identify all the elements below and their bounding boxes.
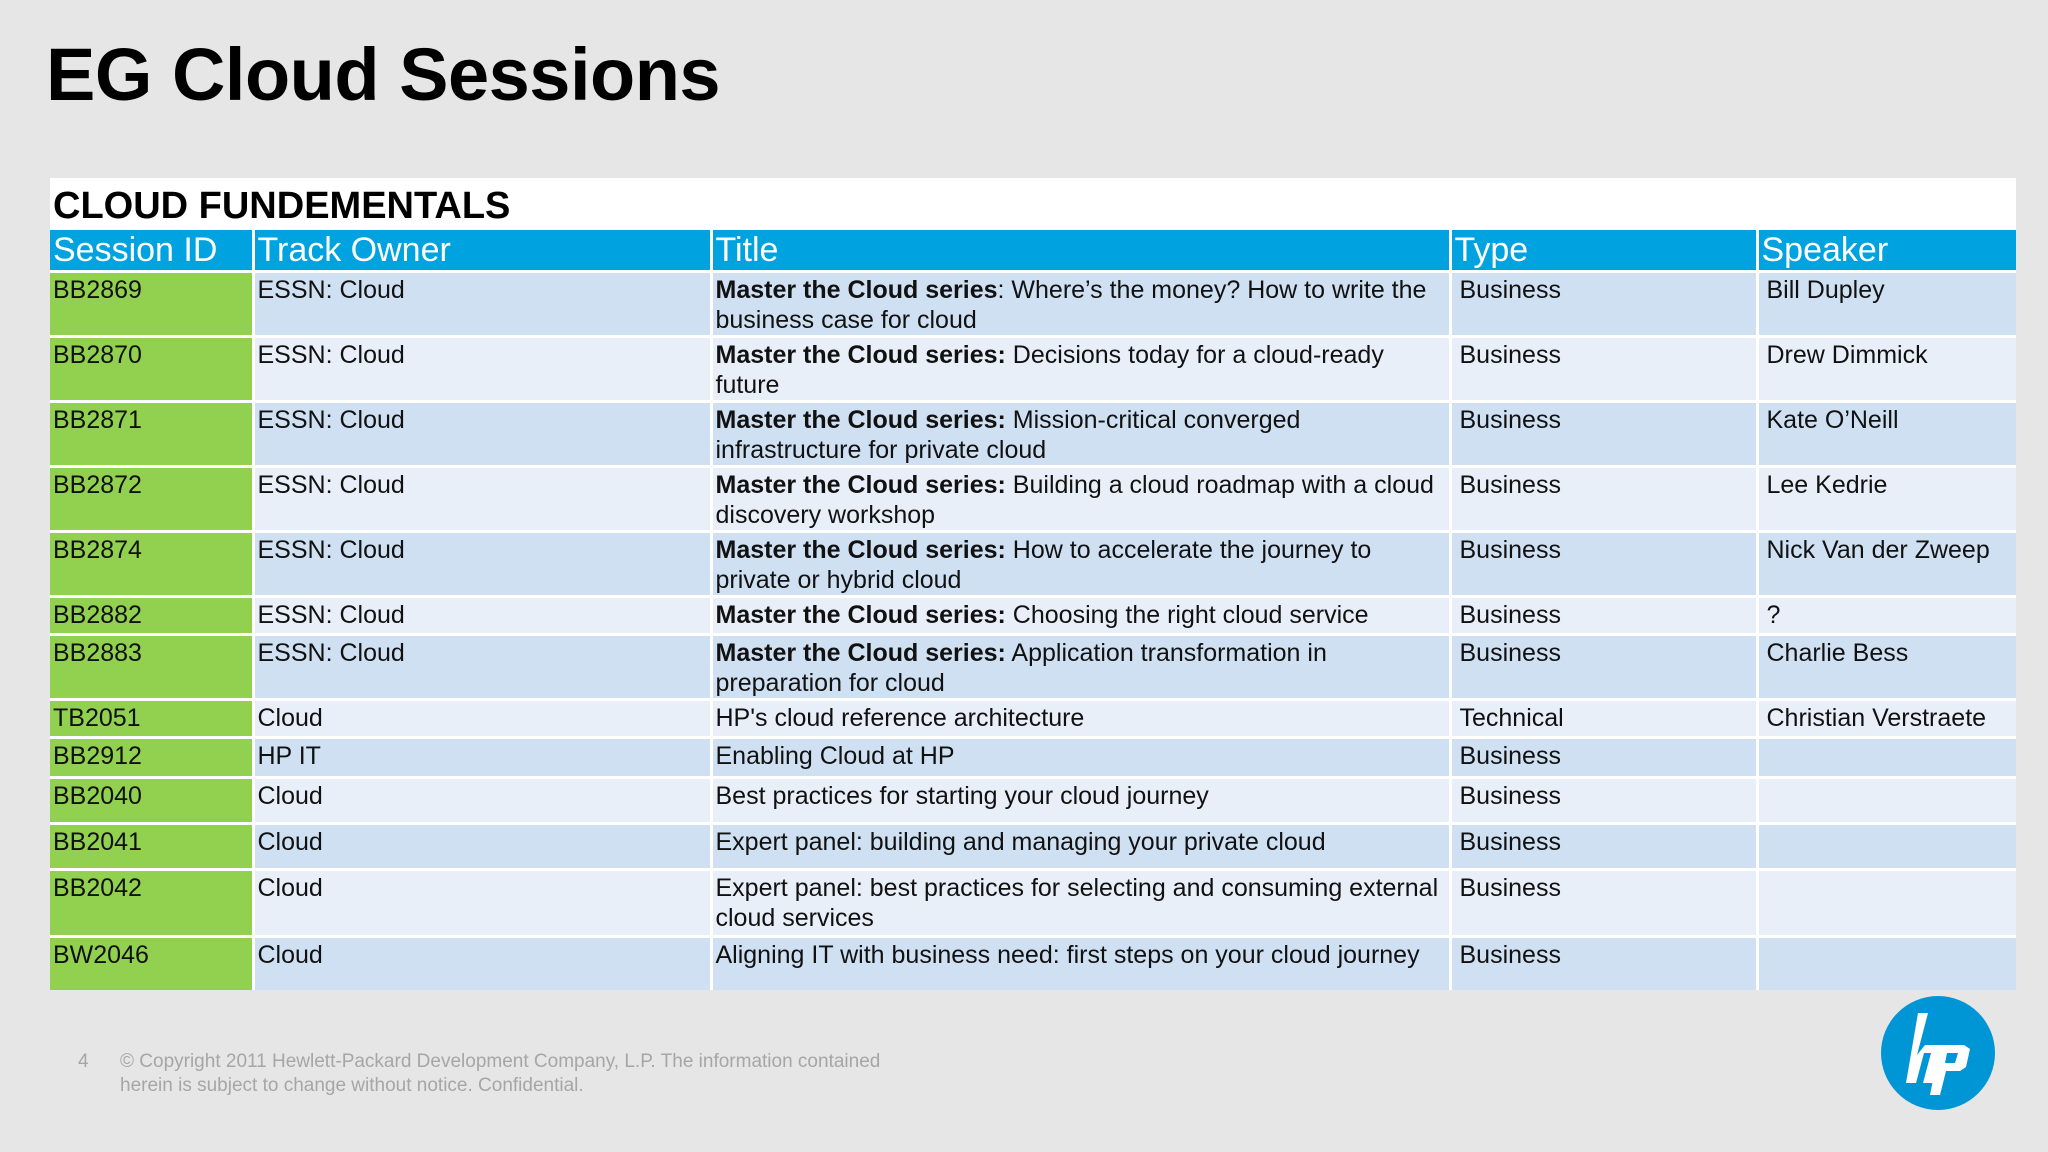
session-id-cell: BB2040 (50, 778, 253, 824)
type-cell: Business (1450, 402, 1757, 467)
speaker-cell (1757, 870, 2016, 937)
type-cell: Business (1450, 597, 1757, 635)
speaker-cell (1757, 738, 2016, 778)
table-row (50, 532, 2016, 597)
type-cell: Business (1450, 467, 1757, 532)
session-id-cell: BB2874 (50, 532, 253, 597)
title-cell (711, 532, 1450, 597)
title-text: Best practices for starting your cloud journey (715, 782, 1209, 810)
track-owner-cell: Cloud (253, 700, 711, 738)
hp-logo (1880, 995, 1996, 1111)
table-row (50, 870, 2016, 937)
title-cell (711, 824, 1450, 870)
session-id-cell: BB2882 (50, 597, 253, 635)
session-id-cell: TB2051 (50, 700, 253, 738)
type-cell: Business (1450, 870, 1757, 937)
type-cell: Business (1450, 272, 1757, 337)
title-text: Expert panel: best practices for selecting and consuming external cloud services (715, 874, 1439, 932)
title-text: HP's cloud reference architecture (715, 704, 1085, 732)
column-header-speaker: Speaker (1757, 230, 2016, 272)
title-cell (711, 337, 1450, 402)
title-cell (711, 402, 1450, 467)
track-owner-cell: HP IT (253, 738, 711, 778)
table-row (50, 402, 2016, 467)
title-cell (711, 738, 1450, 778)
title-cell (711, 700, 1450, 738)
track-owner-cell: Cloud (253, 870, 711, 937)
table-row (50, 597, 2016, 635)
speaker-cell (1757, 778, 2016, 824)
title-text: Building a cloud roadmap with a cloud discovery workshop (715, 471, 1434, 529)
table-row (50, 337, 2016, 402)
speaker-cell: Charlie Bess (1757, 635, 2016, 700)
table-row (50, 635, 2016, 700)
table-row (50, 738, 2016, 778)
section-heading: CLOUD FUNDEMENTALS (53, 185, 511, 227)
footer (78, 1050, 900, 1098)
session-id-cell: BB2869 (50, 272, 253, 337)
title-cell (711, 778, 1450, 824)
session-id-cell: BB2912 (50, 738, 253, 778)
session-id-cell: BB2870 (50, 337, 253, 402)
session-id-cell: BB2872 (50, 467, 253, 532)
type-cell: Business (1450, 532, 1757, 597)
title-cell (711, 272, 1450, 337)
column-header-title: Title (711, 230, 1450, 272)
speaker-cell: ? (1757, 597, 2016, 635)
column-header-session-id: Session ID (50, 230, 253, 272)
title-text: Application transformation in preparation for cloud (715, 639, 1327, 697)
type-cell: Business (1450, 337, 1757, 402)
type-cell: Business (1450, 635, 1757, 700)
table-row (50, 937, 2016, 990)
speaker-cell: Drew Dimmick (1757, 337, 2016, 402)
column-header-track-owner: Track Owner (253, 230, 711, 272)
title-text: Decisions today for a cloud-ready future (715, 341, 1384, 399)
table-row (50, 824, 2016, 870)
title-series-label: Master the Cloud series: (715, 639, 1006, 667)
title-series-label: Master the Cloud series: (715, 406, 1006, 434)
title-series-label: Master the Cloud series: (715, 341, 1006, 369)
type-cell: Technical (1450, 700, 1757, 738)
table-header-row (50, 230, 2016, 272)
title-cell (711, 635, 1450, 700)
table-row (50, 700, 2016, 738)
title-text: How to accelerate the journey to private or hybrid cloud (715, 536, 1372, 594)
speaker-cell: Bill Dupley (1757, 272, 2016, 337)
track-owner-cell: ESSN: Cloud (253, 467, 711, 532)
title-cell (711, 467, 1450, 532)
title-cell (711, 597, 1450, 635)
track-owner-cell: ESSN: Cloud (253, 402, 711, 467)
title-series-label: Master the Cloud series (715, 276, 998, 304)
type-cell: Business (1450, 824, 1757, 870)
type-cell: Business (1450, 738, 1757, 778)
title-cell (711, 937, 1450, 990)
speaker-cell (1757, 824, 2016, 870)
title-series-label: Master the Cloud series: (715, 536, 1006, 564)
type-cell: Business (1450, 778, 1757, 824)
speaker-cell: Christian Verstraete (1757, 700, 2016, 738)
track-owner-cell: Cloud (253, 937, 711, 990)
session-id-cell: BB2883 (50, 635, 253, 700)
table-row (50, 778, 2016, 824)
table-body (50, 272, 2016, 990)
page-number: 4 (78, 1051, 89, 1072)
title-series-label: Master the Cloud series: (715, 601, 1006, 629)
type-cell: Business (1450, 937, 1757, 990)
copyright-notice: © Copyright 2011 Hewlett-Packard Development Company, L.P. The information contained herein is subject to change without notice. Confidential. (120, 1051, 881, 1096)
speaker-cell: Lee Kedrie (1757, 467, 2016, 532)
sessions-table (50, 230, 2016, 990)
track-owner-cell: ESSN: Cloud (253, 532, 711, 597)
title-text: Choosing the right cloud service (1005, 601, 1369, 629)
session-id-cell: BB2041 (50, 824, 253, 870)
track-owner-cell: ESSN: Cloud (253, 635, 711, 700)
title-text: : Where’s the money? How to write the business case for cloud (715, 276, 1427, 334)
sessions-table-container (50, 178, 2016, 990)
title-text: Aligning IT with business need: first steps on your cloud journey (715, 941, 1420, 969)
track-owner-cell: Cloud (253, 824, 711, 870)
title-cell (711, 870, 1450, 937)
title-text: Expert panel: building and managing your private cloud (715, 828, 1326, 856)
page-title: EG Cloud Sessions (46, 33, 721, 116)
speaker-cell (1757, 937, 2016, 990)
speaker-cell: Kate O’Neill (1757, 402, 2016, 467)
session-id-cell: BW2046 (50, 937, 253, 990)
title-text: Enabling Cloud at HP (715, 742, 955, 770)
title-text: Mission-critical converged infrastructure for private cloud (715, 406, 1301, 464)
speaker-cell: Nick Van der Zweep (1757, 532, 2016, 597)
track-owner-cell: Cloud (253, 778, 711, 824)
track-owner-cell: ESSN: Cloud (253, 597, 711, 635)
table-row (50, 272, 2016, 337)
session-id-cell: BB2042 (50, 870, 253, 937)
title-series-label: Master the Cloud series: (715, 471, 1006, 499)
column-header-type: Type (1450, 230, 1757, 272)
track-owner-cell: ESSN: Cloud (253, 337, 711, 402)
track-owner-cell: ESSN: Cloud (253, 272, 711, 337)
table-row (50, 467, 2016, 532)
session-id-cell: BB2871 (50, 402, 253, 467)
